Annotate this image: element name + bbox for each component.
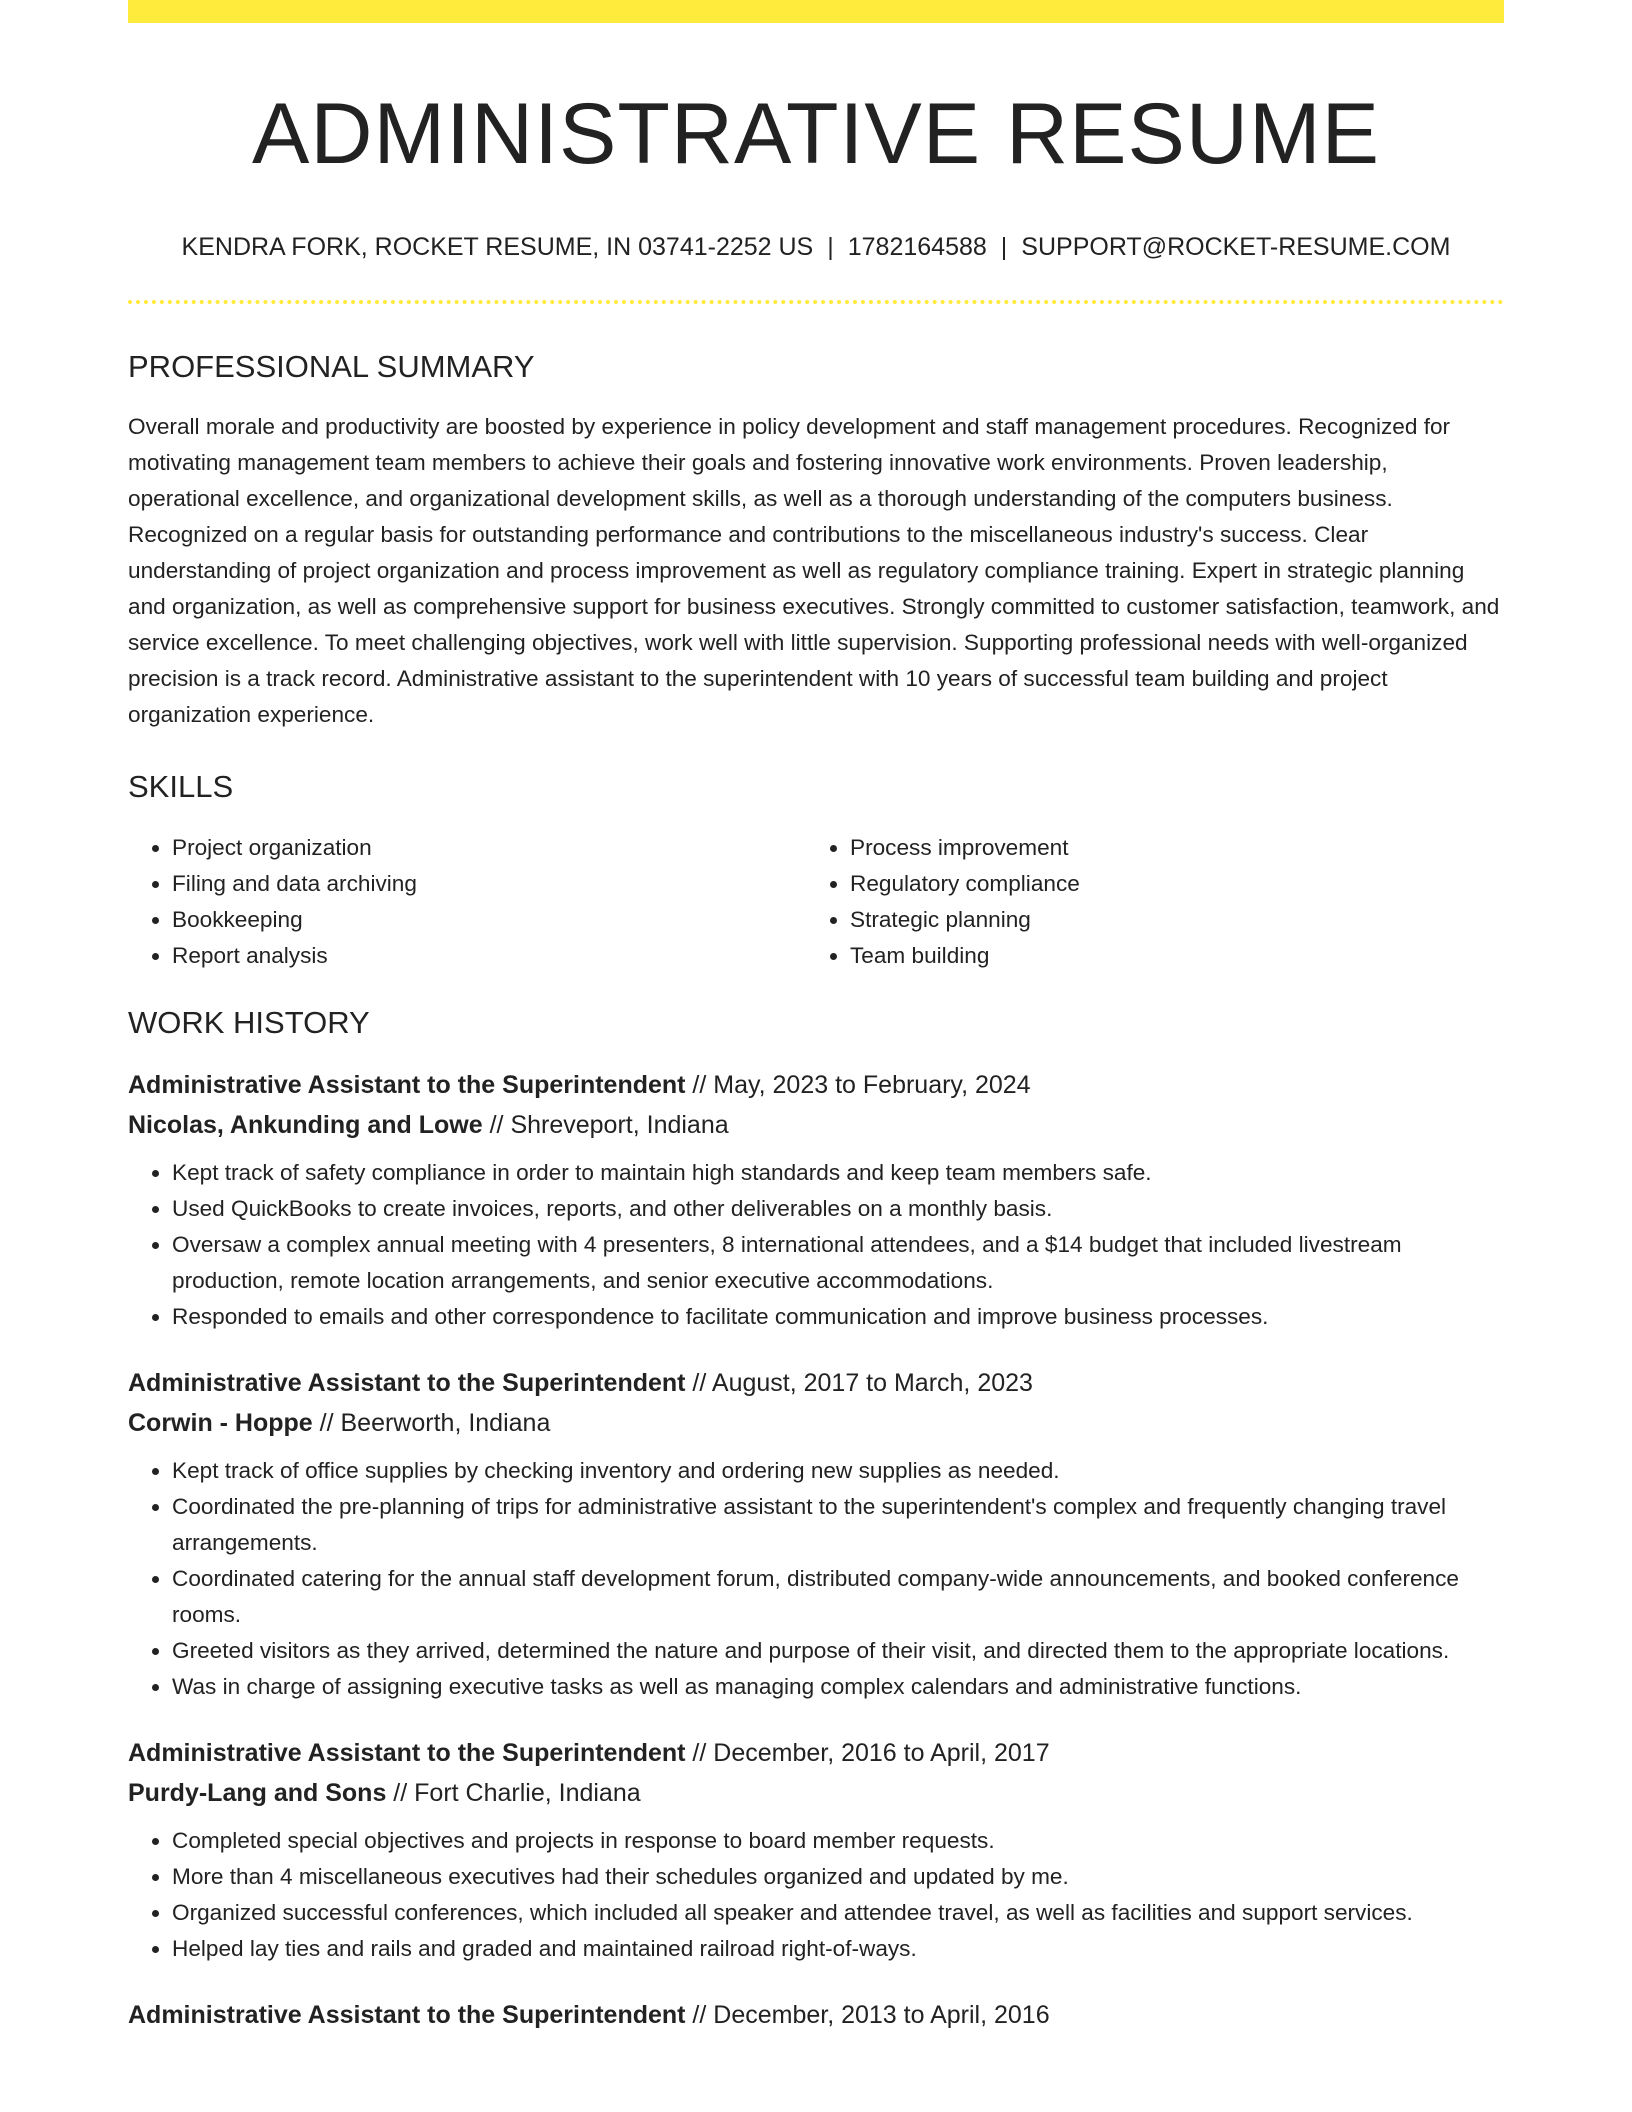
job-entry: [128, 1363, 1504, 1705]
skill-item: • Team building: [850, 938, 1484, 974]
job-entry: [128, 1995, 1504, 2035]
contact-line: [128, 232, 1504, 262]
job-title: Administrative Assistant to the Superintendent: [128, 2000, 686, 2029]
job-bullet: • Organized successful conferences, which included all speaker and attendee travel, as well as facilities and support services.: [172, 1895, 1504, 1931]
contact-separator: |: [1000, 233, 1008, 262]
job-dates: // August, 2017 to March, 2023: [685, 1368, 1033, 1397]
job-title-line: [128, 1363, 1504, 1403]
contact-phone: 1782164588: [847, 233, 987, 262]
job-bullet: • Was in charge of assigning executive tasks as well as managing complex calendars and administrative functions.: [172, 1669, 1504, 1705]
job-location: // Shreveport, Indiana: [482, 1110, 729, 1139]
job-title-line: [128, 1995, 1504, 2035]
job-company-line: [128, 1403, 1504, 1443]
job-title: Administrative Assistant to the Superintendent: [128, 1070, 686, 1099]
skill-item: • Bookkeeping: [172, 902, 806, 938]
skill-item: • Process improvement: [850, 830, 1484, 866]
job-title-line: [128, 1065, 1504, 1105]
skill-item: • Regulatory compliance: [850, 866, 1484, 902]
top-accent-bar: [128, 0, 1504, 23]
job-dates: // May, 2023 to February, 2024: [685, 1070, 1031, 1099]
job-bullet: • Coordinated catering for the annual staff development forum, distributed company-wide announcements, and booked conference rooms.: [172, 1561, 1504, 1633]
job-location: // Fort Charlie, Indiana: [386, 1778, 641, 1807]
skills-heading: SKILLS: [128, 769, 234, 805]
job-company-line: [128, 1773, 1504, 1813]
skill-item: • Report analysis: [172, 938, 806, 974]
summary-heading: PROFESSIONAL SUMMARY: [128, 349, 535, 385]
job-dates: // December, 2013 to April, 2016: [685, 2000, 1050, 2029]
job-dates: // December, 2016 to April, 2017: [685, 1738, 1050, 1767]
job-bullet: • More than 4 miscellaneous executives had their schedules organized and updated by me.: [172, 1859, 1504, 1895]
job-bullets: [128, 1155, 1504, 1335]
job-title: Administrative Assistant to the Superintendent: [128, 1738, 686, 1767]
job-location: // Beerworth, Indiana: [312, 1408, 551, 1437]
job-bullet: • Oversaw a complex annual meeting with 4 presenters, 8 international attendees, and a $14 budget that included livestream production, remote location arrangements, and senior executive accommodations.: [172, 1227, 1504, 1299]
job-company-line: [128, 1105, 1504, 1145]
page-title: ADMINISTRATIVE RESUME: [252, 86, 1380, 182]
job-bullet: • Kept track of office supplies by checking inventory and ordering new supplies as needed.: [172, 1453, 1504, 1489]
skills-list: [128, 830, 1504, 974]
job-company: Purdy-Lang and Sons: [128, 1778, 387, 1807]
job-bullets: [128, 1453, 1504, 1705]
job-entry: [128, 1065, 1504, 1335]
job-bullet: • Used QuickBooks to create invoices, reports, and other deliverables on a monthly basis.: [172, 1191, 1504, 1227]
job-bullet: • Completed special objectives and projects in response to board member requests.: [172, 1823, 1504, 1859]
skill-item: • Strategic planning: [850, 902, 1484, 938]
skill-item: • Filing and data archiving: [172, 866, 806, 902]
skills-column-left: [128, 830, 806, 974]
job-bullet: • Responded to emails and other correspondence to facilitate communication and improve business processes.: [172, 1299, 1504, 1335]
job-bullets: [128, 1823, 1504, 1967]
job-company: Nicolas, Ankunding and Lowe: [128, 1110, 483, 1139]
job-entry: [128, 1733, 1504, 1967]
skills-column-right: [806, 830, 1484, 974]
job-title: Administrative Assistant to the Superintendent: [128, 1368, 686, 1397]
skill-item: • Project organization: [172, 830, 806, 866]
job-bullet: • Coordinated the pre-planning of trips for administrative assistant to the superintendent's complex and frequently changing travel arrangements.: [172, 1489, 1504, 1561]
job-bullet: • Greeted visitors as they arrived, determined the nature and purpose of their visit, and directed them to the appropriate locations.: [172, 1633, 1504, 1669]
summary-text: Overall morale and productivity are boosted by experience in policy development and staff management procedures. Recognized for motivating management team members to achieve their goals and fostering innovative work environments. Proven leadership, operational excellence, and organizational development skills, as well as a thorough understanding of the computers business. Recognized on a regular basis for outstanding performance and contributions to the miscellaneous industry's success. Clear understanding of project organization and process improvement as well as regulatory compliance training. Expert in strategic planning and organization, as well as comprehensive support for business executives. Strongly committed to customer satisfaction, teamwork, and service excellence. To meet challenging objectives, work well with little supervision. Supporting professional needs with well-organized precision is a track record. Administrative assistant to the superintendent with 10 years of successful team building and project organization experience.: [128, 414, 1500, 728]
job-company: Corwin - Hoppe: [128, 1408, 313, 1437]
work-history-heading: WORK HISTORY: [128, 1004, 370, 1040]
contact-address: KENDRA FORK, ROCKET RESUME, IN 03741-2252 US: [181, 233, 814, 262]
job-bullet: • Helped lay ties and rails and graded and maintained railroad right-of-ways.: [172, 1931, 1504, 1967]
contact-separator: |: [827, 233, 834, 262]
job-title-line: [128, 1733, 1504, 1773]
resume-page: [128, 0, 1504, 2035]
contact-email: SUPPORT@ROCKET-RESUME.COM: [1021, 233, 1451, 262]
header-divider: [128, 300, 1504, 304]
job-bullet: • Kept track of safety compliance in order to maintain high standards and keep team members safe.: [172, 1155, 1504, 1191]
